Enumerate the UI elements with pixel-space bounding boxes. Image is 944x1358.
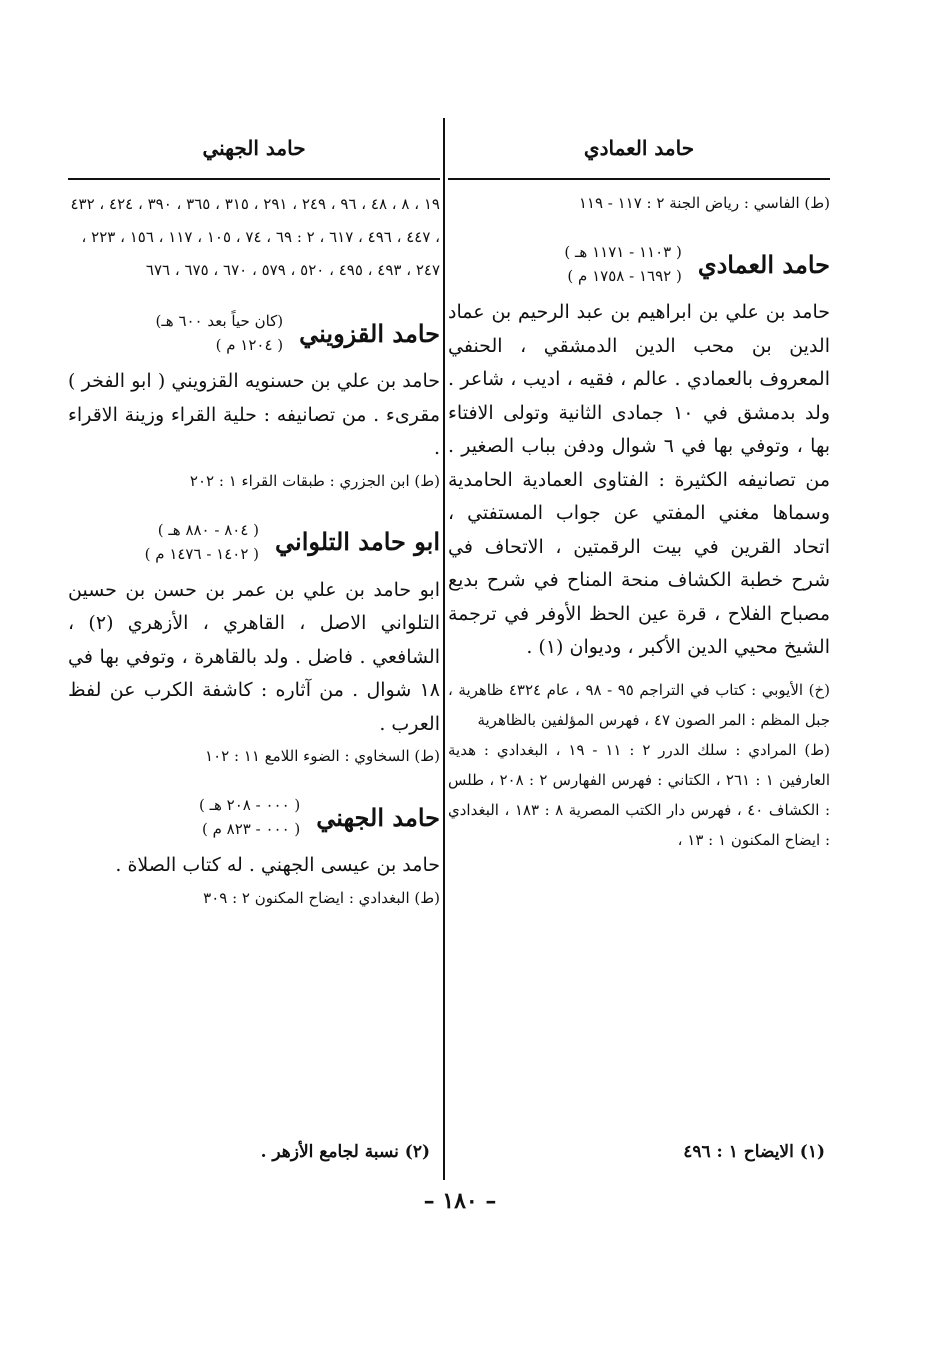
left-column	[68, 126, 440, 913]
entry-name: حامد الجهني	[316, 802, 440, 832]
column-divider	[443, 118, 445, 1180]
top-citation: (ط) الفاسي : رياض الجنة ٢ : ١١٧ - ١١٩	[578, 194, 830, 212]
date-hijri: ( ٨٠٤ - ٨٨٠ هـ )	[157, 520, 260, 539]
continued-page-numbers: ١٩ ، ٨ ، ٤٨ ، ٩٦ ، ٢٤٩ ، ٢٩١ ، ٣١٥ ، ٣٦٥ ، ٣٩٠ ، ٤٢٤ ، ٤٣٢ ، ٤٤٧ ، ٤٩٦ ، ٦١٧ ، ٢ : ٦٩ ، ٧٤ ، ١٠٥ ، ١١٧ ، ١٥٦ ، ٢٢٣ ، ٢٤٧ ، ٤٩٣ ، ٤٩٥ ، ٥٢٠ ، ٥٧٩ ، ٦٧٠ ، ٦٧٥ ، ٦٧٦	[70, 195, 440, 279]
right-column	[448, 126, 830, 855]
entry-heading	[68, 518, 440, 566]
entry-body: حامد بن عيسى الجهني . له كتاب الصلاة .	[115, 854, 440, 876]
entry-heading	[68, 309, 440, 357]
entry-dates	[564, 240, 681, 288]
date-hijri: ( ١١٠٣ - ١١٧١ هـ )	[564, 243, 682, 261]
entry-dates	[156, 309, 284, 357]
entry-name: ابو حامد التلواني	[275, 527, 440, 556]
entry-name: حامد القزويني	[299, 318, 440, 348]
entry-sources-manuscript: (خ) الأيوبي : كتاب في التراجم ٩٥ - ٩٨ ، عام ٤٣٢٤ ظاهرية ، جبل المظم : المر الصون ٤٧ ، فهرس المؤلفين بالظاهرية	[448, 680, 830, 729]
date-gregorian: ( ١٦٩٢ - ١٧٥٨ م )	[567, 267, 682, 285]
footnote-1: (١) الايضاح ١ : ٤٩٦	[683, 1142, 825, 1162]
header-rule	[68, 178, 440, 180]
entry-body: حامد بن علي بن حسنويه القزويني ( ابو الفخر ) مقرىء . من تصانيفه : حلية القراء وزينة الاقراء .	[68, 370, 440, 459]
date-hijri: ( ٠٠٠ - ٢٠٨ هـ )	[198, 796, 301, 814]
running-header-right: حامد العمادي	[583, 136, 695, 160]
date-hijri: (كان حياً بعد ٦٠٠ هـ)	[155, 312, 284, 330]
footnote-2: (٢) نسبة لجامع الأزهر .	[260, 1142, 430, 1162]
entry-sources: (ط) البغدادي : ايضاح المكنون ٢ : ٣٠٩	[203, 888, 440, 907]
entry-body: ابو حامد بن علي بن عمر بن حسن بن حسين التلواني الاصل ، القاهري ، الأزهري (٢) ، الشافعي . فاضل . ولد بالقاهرة ، وتوفي بها في ١٨ شوال . من آثاره : كاشفة الكرب عن لفظ العرب .	[68, 578, 440, 735]
entry-sources: (ط) ابن الجزري : طبقات القراء ١ : ٢٠٢	[189, 471, 440, 490]
entry-dates	[145, 518, 259, 566]
header-rule	[448, 178, 830, 180]
date-gregorian: ( ١٢٠٤ م )	[215, 336, 284, 354]
entry-heading	[448, 240, 830, 288]
date-gregorian: ( ١٤٠٢ - ١٤٧٦ م )	[144, 544, 260, 563]
entry-heading	[68, 793, 440, 841]
date-gregorian: ( ٠٠٠ - ٨٢٣ م )	[201, 820, 301, 838]
entry-name: حامد العمادي	[697, 249, 830, 279]
page-number: – ١٨٠ –	[423, 1188, 497, 1214]
entry-sources-printed: (ط) المرادي : سلك الدرر ٢ : ١١ - ١٩ ، البغدادي : هدية العارفين ١ : ٢٦١ ، الكتاني : فهرس الفهارس ٢ : ٢٠٨ ، طلس : الكشاف ٤٠ ، فهرس دار الكتب المصرية ٨ : ١٨٣ ، البغدادي : ايضاح المكنون ١ : ١٣ ،	[448, 740, 831, 849]
running-header-left: حامد الجهني	[202, 136, 306, 160]
entry-dates	[199, 793, 300, 841]
entry-body: حامد بن علي بن ابراهيم بن عبد الرحيم بن عماد الدين بن محب الدين الدمشقي ، الحنفي المعروف بالعمادي . عالم ، فقيه ، اديب ، شاعر . ولد بدمشق في ١٠ جمادى الثانية وتولى الافتاء بها ، وتوفي بها في ٦ شوال ودفن بباب الصغير . من تصانيفه الكثيرة : الفتاوى العمادية الحامدية وسماها مغني المفتي عن جواب المستفتي ، اتحاد القرين في بيت الرقمتين ، الاتحاف في شرح خطبة الكشاف منحة المناح في شرح بديع مصباح الفلاح ، قرة عين الحظ الأوفر في ترجمة الشيخ محيي الدين الأكبر ، وديوان (١) .	[448, 301, 830, 658]
entry-sources: (ط) السخاوي : الضوء اللامع ١١ : ١٠٢	[205, 747, 440, 765]
